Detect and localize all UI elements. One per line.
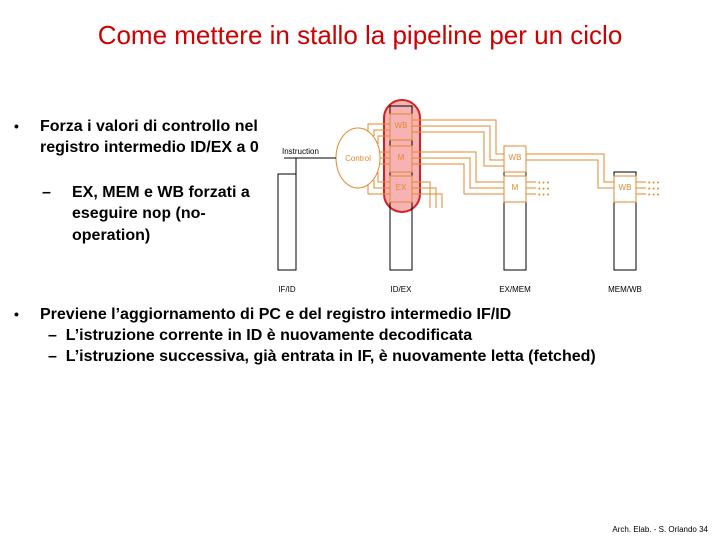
idex-ex-label: EX bbox=[395, 183, 407, 192]
sub-dash: – bbox=[48, 348, 57, 365]
exmem-m-label: M bbox=[511, 183, 519, 192]
svg-text:• • •: • • • bbox=[648, 180, 660, 187]
exmem-register bbox=[504, 146, 526, 270]
bullet-2-sub-2 bbox=[40, 346, 700, 367]
nop-code: nop bbox=[142, 205, 172, 223]
svg-text:• • •: • • • bbox=[538, 180, 550, 187]
ifid-label: IF/ID bbox=[278, 285, 296, 294]
bullet-1-sub bbox=[40, 182, 265, 244]
control-label: Control bbox=[345, 154, 371, 163]
svg-text:• • •: • • • bbox=[538, 192, 550, 199]
bullet-1-text: Forza i valori di controllo nel registro intermedio ID/EX a 0 bbox=[40, 118, 259, 156]
sub-dash: – bbox=[42, 184, 51, 201]
bullet-2-text: Previene l’aggiornamento di PC e del registro intermedio IF/ID bbox=[40, 306, 512, 323]
sub-text: L’istruzione corrente in ID è nuovamente decodificata bbox=[65, 327, 473, 344]
slide-footer: Arch. Elab. - S. Orlando 34 bbox=[612, 525, 708, 534]
memwb-label: MEM/WB bbox=[608, 285, 642, 294]
sub-text bbox=[72, 182, 272, 246]
exmem-wb-label: WB bbox=[508, 153, 522, 162]
continuation-dots bbox=[538, 180, 660, 199]
memwb-wb-label: WB bbox=[618, 183, 632, 192]
idex-label: ID/EX bbox=[390, 285, 412, 294]
ifid-register bbox=[278, 174, 296, 270]
bullet-2-sub-1 bbox=[40, 325, 700, 346]
svg-text:• • •: • • • bbox=[538, 186, 550, 193]
bullet-marker: • bbox=[14, 306, 19, 322]
svg-text:• • •: • • • bbox=[648, 192, 660, 199]
sub-text-after: (no-operation) bbox=[72, 205, 206, 244]
sub-text-before: EX, MEM e WB forzati a eseguire bbox=[72, 184, 250, 222]
idex-wb-label: WB bbox=[394, 121, 408, 130]
bullet-2 bbox=[40, 304, 700, 367]
bullet-marker: • bbox=[14, 118, 19, 134]
sub-dash: – bbox=[48, 327, 57, 344]
pipeline-diagram bbox=[270, 96, 680, 300]
sub-text: L’istruzione successiva, già entrata in IF, è nuovamente letta (fetched) bbox=[65, 348, 596, 365]
instruction-label: Instruction bbox=[282, 147, 319, 156]
svg-text:• • •: • • • bbox=[648, 186, 660, 193]
idex-m-label: M bbox=[397, 153, 405, 162]
exmem-label: EX/MEM bbox=[499, 285, 531, 294]
slide-title: Come mettere in stallo la pipeline per un ciclo bbox=[97, 20, 623, 50]
idex-to-exmem-lines bbox=[412, 120, 504, 208]
